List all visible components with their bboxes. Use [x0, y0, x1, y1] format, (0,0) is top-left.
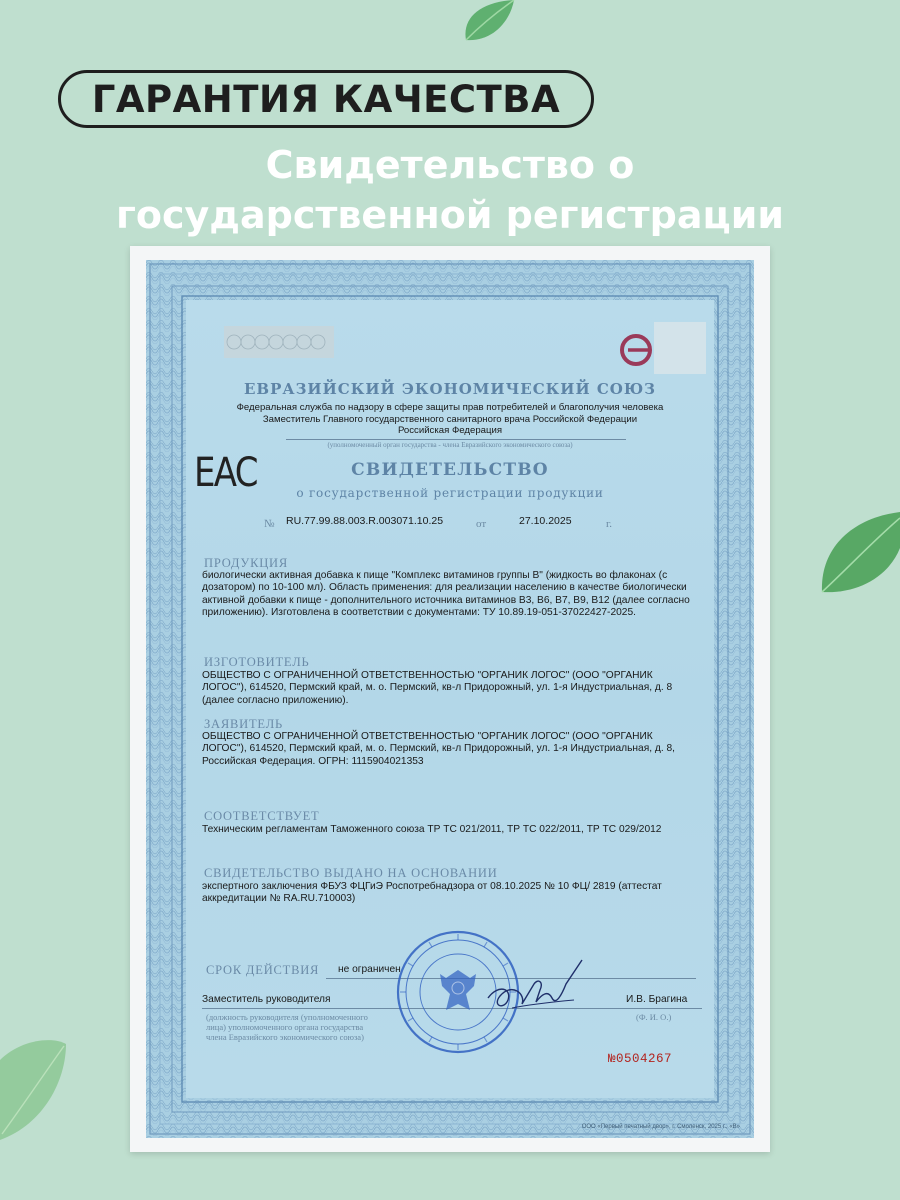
compliance-text: Техническим регламентам Таможенного союза ТР ТС 021/2011, ТР ТС 022/2011, ТР ТС 029/2012 [202, 824, 662, 835]
subtitle-line-1: Свидетельство о [265, 143, 635, 187]
issuer-underline [286, 439, 626, 440]
subtitle-line-2: государственной регистрации [116, 193, 784, 237]
issuer-block [186, 402, 714, 437]
date-suffix: г. [606, 518, 613, 530]
validity-value: не ограничен [338, 964, 401, 975]
hologram-icon [224, 326, 334, 358]
signature-icon [482, 954, 592, 1024]
leaf-bottom-left-icon [0, 1030, 70, 1140]
certificate-number: RU.77.99.88.003.R.003071.10.25 [286, 515, 444, 527]
issuer-line-3: Российская Федерация [397, 425, 503, 436]
union-name: ЕВРАЗИЙСКИЙ ЭКОНОМИЧЕСКИЙ СОЮЗ [244, 380, 656, 398]
certificate-title: СВИДЕТЕЛЬСТВО [351, 460, 549, 480]
leaf-right-icon [818, 508, 900, 594]
signer-caption-line-3: члена Евразийского экономического союза) [206, 1032, 364, 1042]
date-prefix: от [476, 518, 487, 530]
certificate-body [186, 300, 714, 1098]
eurasian-union-logo-icon [608, 330, 664, 370]
leaf-top-icon [458, 0, 518, 44]
basis-text: экспертного заключения ФБУЗ ФЦГиЭ Роспотребнадзора от 08.10.2025 № 10 ФЦ/ 2819 (аттестат аккредитации № RA.RU.710003) [202, 881, 662, 905]
signer-name-caption: (Ф. И. О.) [636, 1012, 672, 1022]
applicant-text: ОБЩЕСТВО С ОГРАНИЧЕННОЙ ОТВЕТСТВЕННОСТЬЮ "ОРГАНИК ЛОГОС" (ООО "ОРГАНИК ЛОГОС"), 614520, Пермский край, м. о. Пермский, кв-л Придорожный, ул. 1-я Индустриальная, д. 8, Российская Федерация. ОГРН: 1115904021353 [202, 731, 675, 767]
printer-note: ООО «Первый печатный двор», г. Смоленск, 2025 г., «В» [581, 1124, 740, 1130]
signer-name: И.В. Брагина [626, 994, 688, 1005]
page-subtitle [0, 140, 900, 240]
basis-label: СВИДЕТЕЛЬСТВО ВЫДАНО НА ОСНОВАНИИ [204, 866, 498, 880]
quality-guarantee-badge [58, 70, 594, 128]
serial-number: №0504267 [608, 1052, 673, 1066]
badge-text: ГАРАНТИЯ КАЧЕСТВА [91, 77, 561, 121]
issuer-line-1: Федеральная служба по надзору в сфере защиты прав потребителей и благополучия человека [236, 402, 664, 413]
certificate-sheet [130, 246, 770, 1152]
manufacturer-label: ИЗГОТОВИТЕЛЬ [204, 655, 310, 669]
manufacturer-text: ОБЩЕСТВО С ОГРАНИЧЕННОЙ ОТВЕТСТВЕННОСТЬЮ "ОРГАНИК ЛОГОС" (ООО "ОРГАНИК ЛОГОС"), 614520, Пермский край, м. о. Пермский, кв-л Придорожный, ул. 1-я Индустриальная, д. 8 (далее согласно приложению). [202, 670, 673, 706]
validity-label: СРОК ДЕЙСТВИЯ [206, 963, 320, 977]
compliance-label: СООТВЕТСТВУЕТ [204, 809, 320, 823]
applicant-label: ЗАЯВИТЕЛЬ [204, 717, 283, 731]
signer-caption-line-1: (должность руководителя (уполномоченного [206, 1012, 368, 1022]
signer-position: Заместитель руководителя [202, 994, 331, 1005]
signer-caption-line-2: лица) уполномоченного органа государства [206, 1022, 364, 1032]
certificate-title-sub: о государственной регистрации продукции [296, 486, 604, 500]
certificate [146, 260, 754, 1138]
issuer-caption: (уполномоченный орган государства - члена Евразийского экономического союза) [327, 441, 573, 449]
product-label: ПРОДУКЦИЯ [204, 556, 288, 570]
certificate-date: 27.10.2025 [519, 515, 572, 527]
signer-caption [206, 1012, 368, 1042]
number-prefix: № [264, 518, 275, 530]
product-text: биологически активная добавка к пище "Комплекс витаминов группы В" (жидкость во флаконах (с дозатором) по 10-100 мл). Область применения: для реализации населению в качестве биологически активной добавки к пище - дополнительного источника витаминов В3, В6, В7, В9, В12 (далее согласно приложению). Изготовлена в соответствии с документами: ТУ 10.89.19-051-37022427-2025. [202, 570, 690, 618]
issuer-line-2: Заместитель Главного государственного санитарного врача Российской Федерации [262, 413, 638, 425]
eac-mark: EAC [194, 450, 257, 496]
